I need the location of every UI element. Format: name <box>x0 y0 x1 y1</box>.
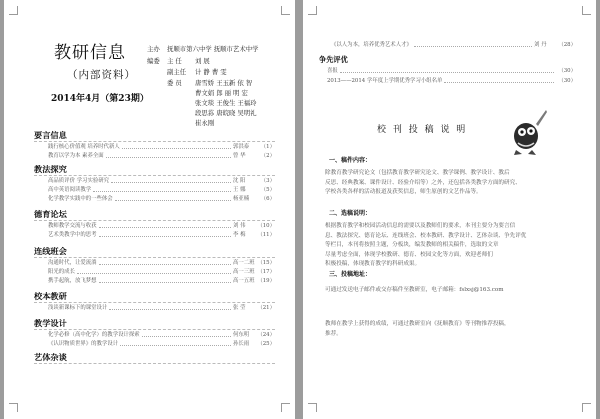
crop-mark <box>9 6 18 15</box>
sub-heading: 三、投稿地址： <box>329 271 372 278</box>
toc-row[interactable] <box>48 152 275 159</box>
toc-title: 教育以学为本 素养全面 <box>48 153 104 159</box>
toc-page: （3） <box>260 178 275 184</box>
section-title: 教法探究 <box>34 164 67 174</box>
members-line: 唐雪娇 王玉新 依 智 <box>195 79 253 87</box>
toc-page: （11） <box>257 232 275 238</box>
toc-title: 浅谈新课标下的课堂设计 <box>48 305 108 311</box>
paragraph-line: 反思、经典教案、课件设计、经验介绍等）之外，还包括各类教学方面的研究、 <box>325 179 521 186</box>
toc-author: 郭洪泰 <box>233 144 250 150</box>
crop-mark <box>582 6 591 15</box>
crop-mark <box>9 403 18 412</box>
section-title: 连线班会 <box>34 246 67 256</box>
submission-heading: 校 刊 投 稿 说 明 <box>377 125 468 135</box>
crop-mark <box>582 403 591 412</box>
section-title: 校本教研 <box>34 291 67 301</box>
paragraph-line: 等栏目，本刊将按照主题，分板块，编发教师的相关稿件，选取的文章 <box>325 242 499 249</box>
paragraph-line: 息、教法探究、德育论坛、连线班会、校本教研、教学设计、艺体杂谈、争先评优 <box>325 232 527 239</box>
sponsor-label: 主办 <box>147 45 160 53</box>
paragraph <box>325 320 510 339</box>
right-page <box>303 0 596 419</box>
crop-mark <box>281 403 290 412</box>
toc-row[interactable] <box>48 231 275 238</box>
toc-title: 沟通时代，让爱流淌 <box>48 260 97 266</box>
toc-title: 喜报 <box>327 68 338 74</box>
toc-author: 李 梅 <box>233 232 246 238</box>
toc-page: （2） <box>260 153 275 159</box>
toc-title: 2013——2014 学年度上学期优秀学习小组名单 <box>327 78 443 84</box>
crop-mark <box>281 6 290 15</box>
toc-page: （28） <box>558 42 576 48</box>
paragraph-line: 教师在教学上获得的成绩，可通过教研室向《抚顺教育》等刊物推荐投稿， <box>325 321 510 327</box>
toc-row[interactable] <box>48 331 275 338</box>
sub-heading: 二、选稿说明： <box>329 210 372 217</box>
journal-title: 教研信息 <box>54 43 126 63</box>
paragraph-line: 可通过发送电子邮件或交存稿件至教研室，电子邮箱：fslxsj@163.com <box>325 287 504 293</box>
sponsor-value: 抚顺市第六中学 抚顺市艺术中学 <box>167 45 259 53</box>
toc-author: 高一二班 <box>233 260 255 266</box>
crop-mark <box>308 403 317 412</box>
paragraph <box>325 222 526 270</box>
toc-page: （17） <box>257 269 275 275</box>
editor-role: 主 任 <box>167 57 182 65</box>
toc-page: （1） <box>260 144 275 150</box>
sub-heading: 一、稿件内容： <box>329 157 372 164</box>
paragraph <box>325 286 504 296</box>
toc-page: （25） <box>257 341 275 347</box>
toc-title: 高中英语阅读教学 <box>48 187 92 193</box>
toc-row[interactable] <box>48 186 275 193</box>
toc-page: （21） <box>257 305 275 311</box>
paragraph-line: 根据教育教学和校园活动信息的需要以及教师们的要求，本刊主要分为要言信 <box>325 223 516 229</box>
section-title: 艺体杂谈 <box>34 352 67 362</box>
toc-row[interactable] <box>48 143 275 150</box>
toc-page: （30） <box>558 68 576 74</box>
toc-author: 高一三班 <box>233 269 255 275</box>
toc-title: 携手起航，放飞梦想 <box>48 278 97 284</box>
editor-name: 刘 展 <box>195 57 210 65</box>
toc-author: 王 娜 <box>233 187 246 193</box>
toc-page: （24） <box>257 332 275 338</box>
pen-emblem-icon <box>508 108 548 156</box>
toc-title: 阳光的成长 <box>48 269 75 275</box>
toc-author: 高一五班 <box>233 278 255 284</box>
toc-page: （15） <box>257 260 275 266</box>
section-title: 教学设计 <box>34 318 67 328</box>
toc-author: 沈 阳 <box>233 178 246 184</box>
toc-author: 曾 华 <box>233 153 246 159</box>
toc-title: 艺术类教学中的思考 <box>48 232 97 238</box>
paragraph-line: 尽量考虑全面，体现学校教研、德育、校园文化等方面，欢迎老师们 <box>325 251 493 258</box>
toc-row[interactable] <box>327 77 576 84</box>
toc-page: （6） <box>260 196 275 202</box>
paragraph-line: 除教育教学研究论文（包括教育教学研究论文、教学课例、教学设计、教后 <box>325 170 510 176</box>
toc-page: （19） <box>257 278 275 284</box>
section-rule <box>34 363 275 364</box>
section-title: 争先评优 <box>319 55 348 64</box>
vice-names: 计 静 曹 雯 <box>195 68 227 76</box>
toc-author: 何东明 <box>233 332 250 338</box>
left-page <box>4 0 295 419</box>
toc-author: 张 莹 <box>233 305 246 311</box>
toc-row[interactable] <box>48 340 275 347</box>
toc-title: 教师教学交流与收获 <box>48 223 97 229</box>
toc-author: 杨亚楠 <box>233 196 250 202</box>
toc-page: （30） <box>558 78 576 84</box>
toc-title: 高品质评价 学习实验研究 <box>48 178 110 184</box>
members-line: 段思荪 唐皖晓 吴明礼 <box>195 109 257 117</box>
toc-author: 刘 丹 <box>534 42 547 48</box>
toc-page: （10） <box>257 223 275 229</box>
editor-label: 编委 <box>147 57 160 65</box>
issue-number: 2014年4月（第23期） <box>51 94 149 104</box>
section-title: 德育论坛 <box>34 209 67 219</box>
members-role: 委 员 <box>167 79 182 87</box>
toc-row[interactable] <box>48 195 275 202</box>
toc-author: 刘 伟 <box>233 223 246 229</box>
toc-row[interactable] <box>327 67 576 74</box>
toc-row[interactable] <box>48 222 275 229</box>
toc-row[interactable] <box>331 41 576 48</box>
paragraph <box>325 169 521 198</box>
journal-subtitle: （内部资料） <box>67 69 136 81</box>
vice-role: 副主任 <box>167 68 187 76</box>
toc-row[interactable] <box>48 268 275 275</box>
toc-author: 孙长雨 <box>233 341 250 347</box>
paragraph-line: 推荐。 <box>325 330 342 337</box>
toc-title: 践行核心价值观 培养时代新人 <box>48 144 120 150</box>
toc-title: 化学教学实践中的一些体会 <box>48 196 113 202</box>
members-line: 张文琰 王俊生 王福玲 <box>195 99 257 107</box>
toc-page: （5） <box>260 187 275 193</box>
members-line: 曹文娟 郎 丽 明 宏 <box>195 89 248 97</box>
section-title: 要言信息 <box>34 130 67 140</box>
toc-row[interactable] <box>48 277 275 284</box>
toc-row[interactable] <box>48 259 275 266</box>
paragraph-line: 积极投稿，体现教育教学的科研成果。 <box>325 261 421 268</box>
paragraph-line: 学校各类各样的活动报道及获奖信息，师生原创的文艺作品等。 <box>325 189 482 196</box>
members-line: 崔永刚 <box>195 119 215 127</box>
crop-mark <box>308 6 317 15</box>
toc-row[interactable] <box>48 177 275 184</box>
toc-title: 《以人为本，培养优秀艺术人才》 <box>331 42 412 48</box>
toc-title: 化学必修（高中化学）的教学设计探索 <box>48 332 140 338</box>
toc-title: 《认识物质世界》的教学设计 <box>48 341 119 347</box>
toc-row[interactable] <box>48 304 275 311</box>
